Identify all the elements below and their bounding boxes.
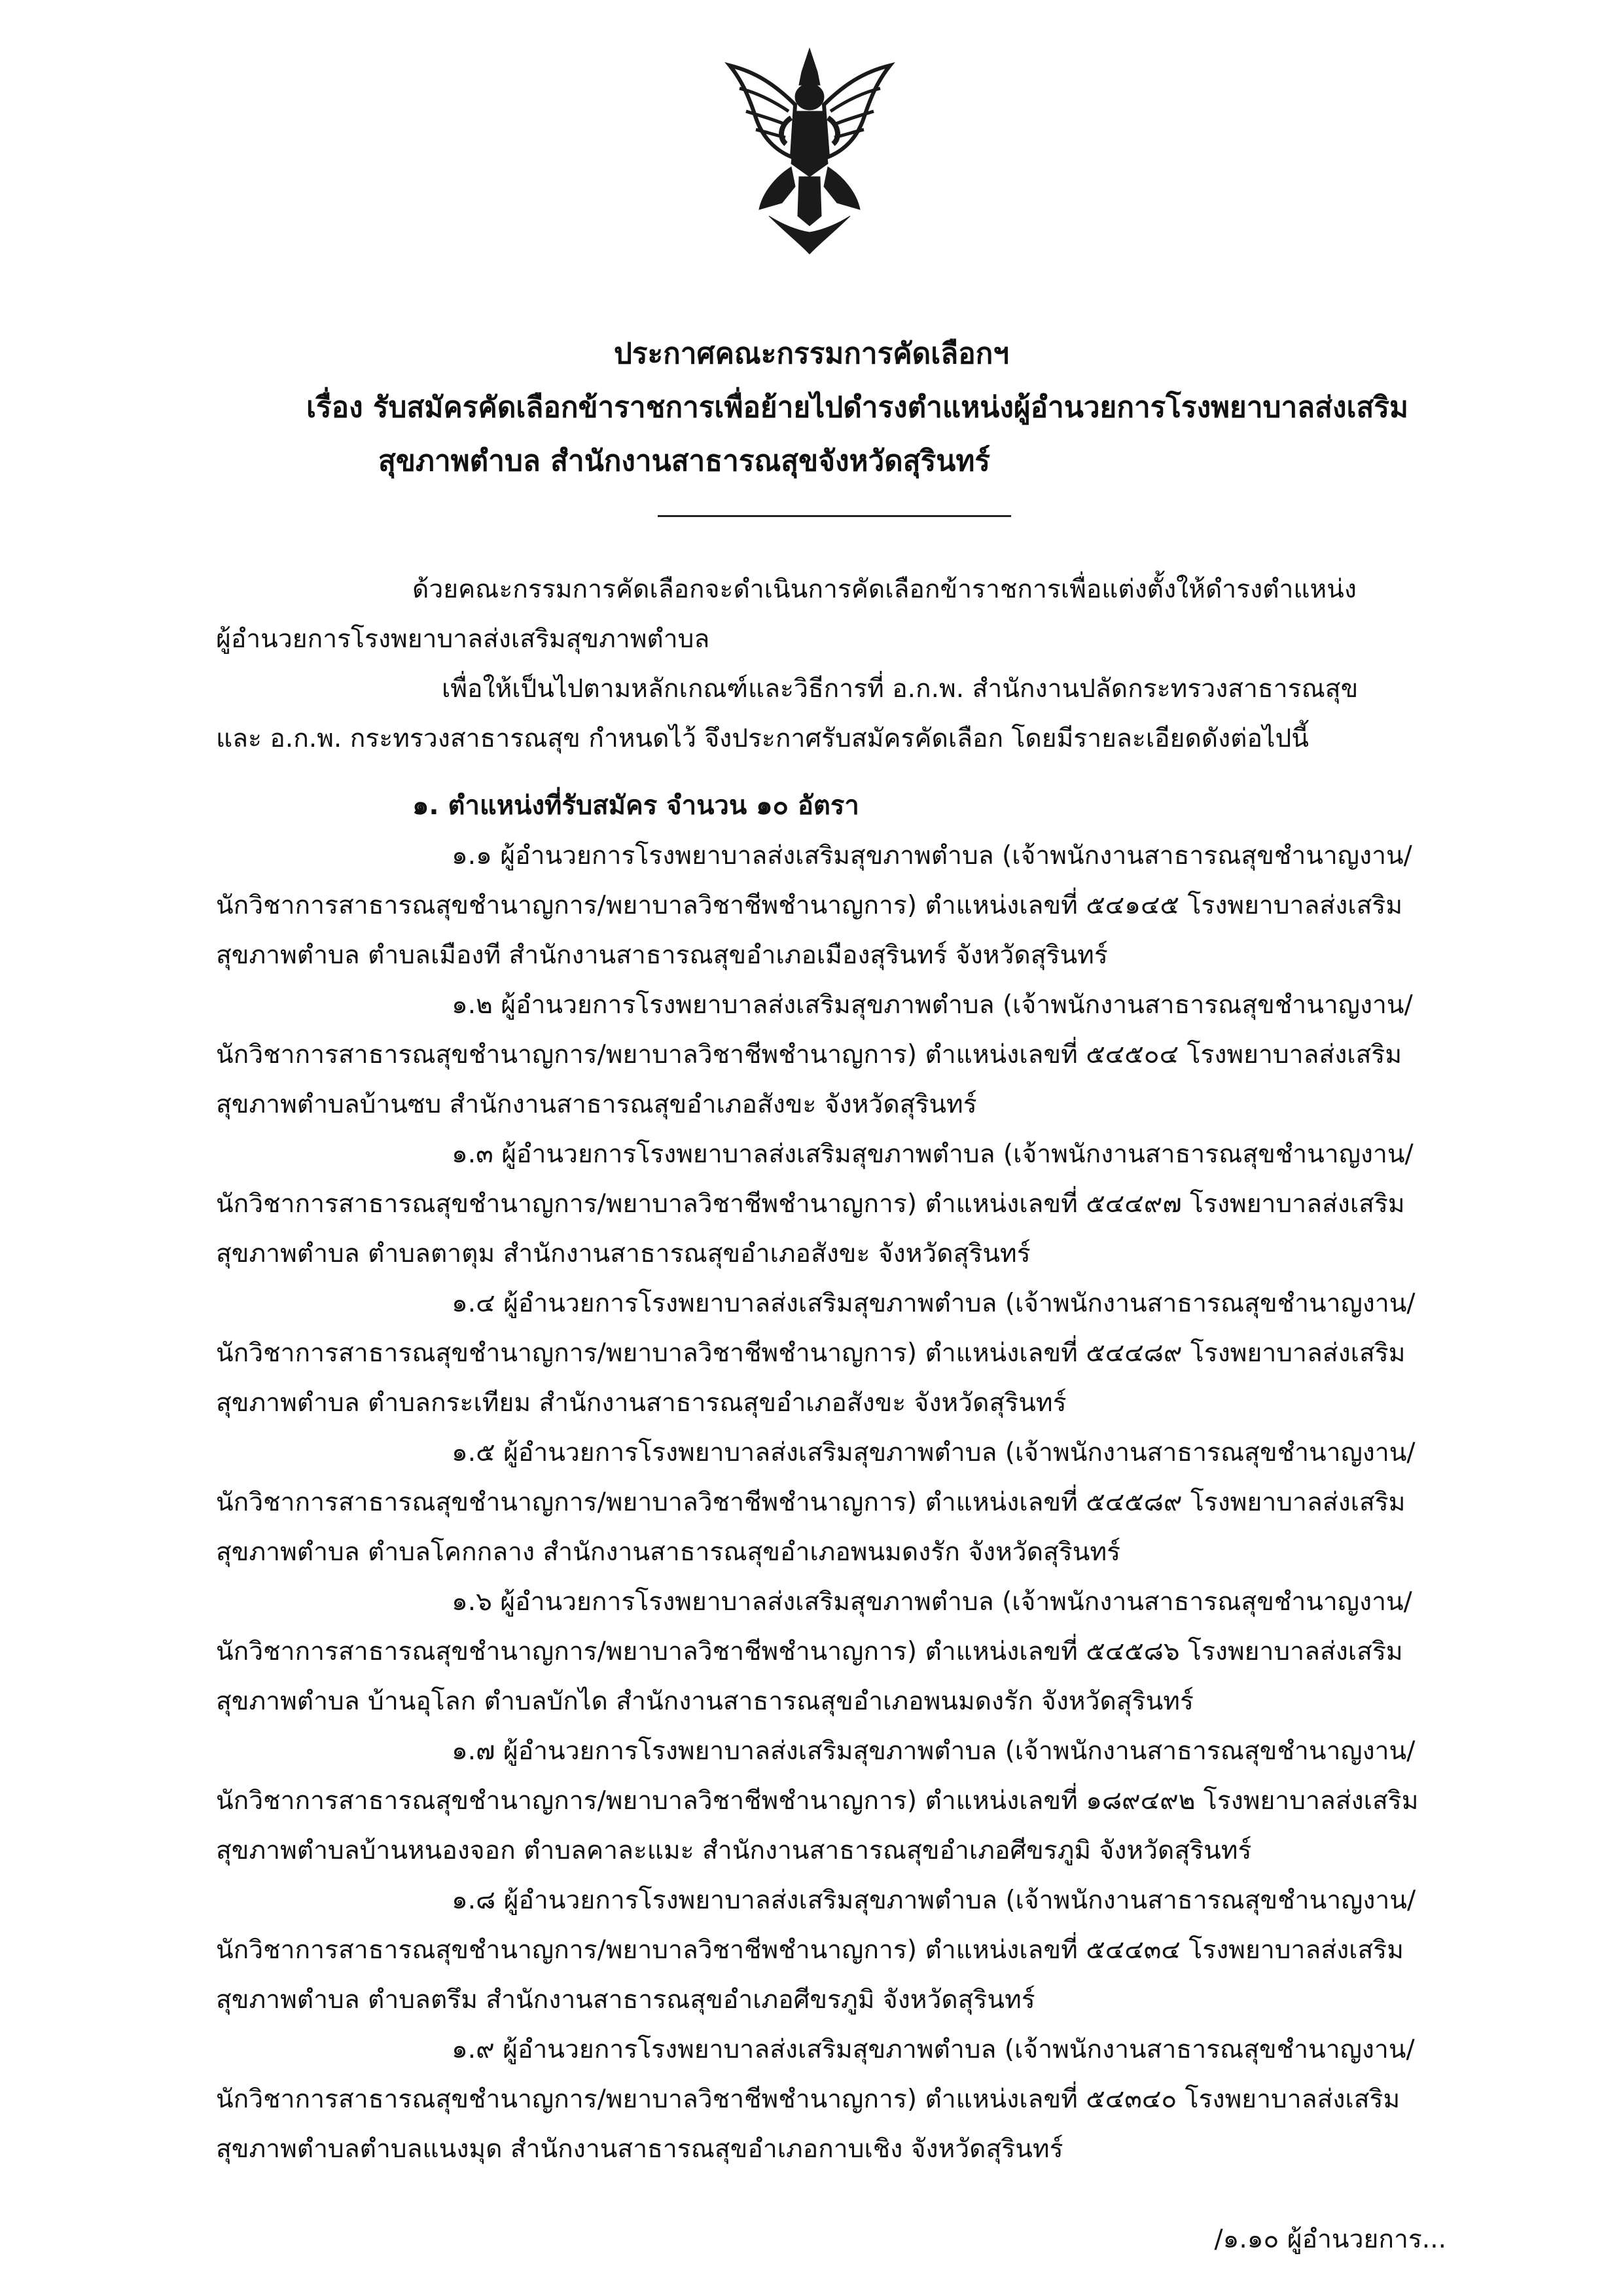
position-item [216,1279,1446,1428]
position-item-line-3: สุขภาพตำบล ตำบลโคกกลาง สำนักงานสาธารณสุขอำเภอพนมดงรัก จังหวัดสุรินทร์ [216,1537,1121,1567]
position-item-line-3: สุขภาพตำบล ตำบลตรึม สำนักงานสาธารณสุขอำเภอศีขรภูมิ จังหวัดสุรินทร์ [216,1985,1035,2015]
position-item-line-1: ๑.๔ ผู้อำนวยการโรงพยาบาลส่งเสริมสุขภาพตำบล (เจ้าพนักงานสาธารณสุขชำนาญงาน/ [452,1289,1416,1318]
position-item-line-2: นักวิชาการสาธารณสุขชำนาญการ/พยาบาลวิชาชีพชำนาญการ) ตำแหน่งเลขที่ ๕๔๕๘๖ โรงพยาบาลส่งเสริม [216,1637,1403,1666]
position-list [216,831,1446,2174]
position-item [216,1727,1446,1876]
position-item-line-1: ๑.๒ ผู้อำนวยการโรงพยาบาลส่งเสริมสุขภาพตำบล (เจ้าพนักงานสาธารณสุขชำนาญงาน/ [452,990,1413,1020]
position-item-line-2: นักวิชาการสาธารณสุขชำนาญการ/พยาบาลวิชาชีพชำนาญการ) ตำแหน่งเลขที่ ๕๔๔๙๗ โรงพยาบาลส่งเสริม [216,1189,1405,1219]
position-item-line-2: นักวิชาการสาธารณสุขชำนาญการ/พยาบาลวิชาชีพชำนาญการ) ตำแหน่งเลขที่ ๑๘๙๔๙๒ โรงพยาบาลส่งเสริม [216,1786,1419,1816]
position-item-line-2: นักวิชาการสาธารณสุขชำนาญการ/พยาบาลวิชาชีพชำนาญการ) ตำแหน่งเลขที่ ๕๔๕๘๙ โรงพยาบาลส่งเสริม [216,1488,1406,1517]
position-item-line-2: นักวิชาการสาธารณสุขชำนาญการ/พยาบาลวิชาชีพชำนาญการ) ตำแหน่งเลขที่ ๕๔๓๔๐ โรงพยาบาลส่งเสริม [216,2085,1400,2114]
page-continuation-note: /๑.๑๐ ผู้อำนวยการ... [1214,2225,1446,2254]
position-item-line-2: นักวิชาการสาธารณสุขชำนาญการ/พยาบาลวิชาชีพชำนาญการ) ตำแหน่งเลขที่ ๕๔๕๐๔ โรงพยาบาลส่งเสริม [216,1040,1402,1069]
position-item-line-2: นักวิชาการสาธารณสุขชำนาญการ/พยาบาลวิชาชีพชำนาญการ) ตำแหน่งเลขที่ ๕๔๑๔๕ โรงพยาบาลส่งเสริม [216,891,1403,920]
section-1-heading: ๑. ตำแหน่งที่รับสมัคร จำนวน ๑๐ อัตรา [412,791,859,821]
position-item [216,1428,1446,1577]
subject-line-2: สุขภาพตำบล สำนักงานสาธารณสุขจังหวัดสุรินทร์ [378,444,990,478]
position-item-line-3: สุขภาพตำบล ตำบลเมืองที สำนักงานสาธารณสุขอำเภอเมืองสุรินทร์ จังหวัดสุรินทร์ [216,941,1108,970]
position-item [216,2025,1446,2174]
announcement-title: ประกาศคณะกรรมการคัดเลือกฯ [613,337,1010,370]
position-item-line-1: ๑.๘ ผู้อำนวยการโรงพยาบาลส่งเสริมสุขภาพตำบล (เจ้าพนักงานสาธารณสุขชำนาญงาน/ [452,1886,1416,1915]
intro-paragraph-1 [216,565,1446,664]
position-item-line-1: ๑.๑ ผู้อำนวยการโรงพยาบาลส่งเสริมสุขภาพตำบล (เจ้าพนักงานสาธารณสุขชำนาญงาน/ [452,841,1412,870]
position-item-line-3: สุขภาพตำบล ตำบลตาตุม สำนักงานสาธารณสุขอำเภอสังขะ จังหวัดสุรินทร์ [216,1239,1031,1268]
subject-line-1: เรื่อง รับสมัครคัดเลือกข้าราชการเพื่อย้ายไปดำรงตำแหน่งผู้อำนวยการโรงพยาบาลส่งเสริม [306,391,1409,424]
position-item-line-3: สุขภาพตำบลบ้านหนองจอก ตำบลคาละแมะ สำนักงานสาธารณสุขอำเภอศีขรภูมิ จังหวัดสุรินทร์ [216,1836,1252,1865]
intro-p2-line-2: และ อ.ก.พ. กระทรวงสาธารณสุข กำหนดไว้ จึงประกาศรับสมัครคัดเลือก โดยมีรายละเอียดดังต่อไปนี้ [216,724,1309,753]
position-item-line-1: ๑.๙ ผู้อำนวยการโรงพยาบาลส่งเสริมสุขภาพตำบล (เจ้าพนักงานสาธารณสุขชำนาญงาน/ [452,2035,1415,2064]
position-item [216,1876,1446,2025]
intro-p1-line-2: ผู้อำนวยการโรงพยาบาลส่งเสริมสุขภาพตำบล [216,624,710,654]
garuda-emblem-icon [723,46,897,255]
position-item-line-2: นักวิชาการสาธารณสุขชำนาญการ/พยาบาลวิชาชีพชำนาญการ) ตำแหน่งเลขที่ ๕๔๔๘๙ โรงพยาบาลส่งเสริม [216,1338,1406,1368]
intro-paragraph-2 [216,664,1446,764]
intro-p1-line-1: ด้วยคณะกรรมการคัดเลือกจะดำเนินการคัดเลือกข้าราชการเพื่อแต่งตั้งให้ดำรงตำแหน่ง [412,575,1357,604]
position-item [216,1577,1446,1727]
position-item-line-3: สุขภาพตำบล ตำบลกระเทียม สำนักงานสาธารณสุขอำเภอสังขะ จังหวัดสุรินทร์ [216,1388,1067,1418]
position-item [216,1130,1446,1279]
intro-p2-line-1: เพื่อให้เป็นไปตามหลักเกณฑ์และวิธีการที่ อ.ก.พ. สำนักงานปลัดกระทรวงสาธารณสุข [442,674,1359,704]
position-item-line-2: นักวิชาการสาธารณสุขชำนาญการ/พยาบาลวิชาชีพชำนาญการ) ตำแหน่งเลขที่ ๕๔๔๓๔ โรงพยาบาลส่งเสริม [216,1935,1404,1965]
position-item-line-3: สุขภาพตำบล บ้านอุโลก ตำบลบักได สำนักงานสาธารณสุขอำเภอพนมดงรัก จังหวัดสุรินทร์ [216,1687,1194,1716]
position-item [216,831,1446,980]
position-item-line-3: สุขภาพตำบลบ้านซบ สำนักงานสาธารณสุขอำเภอสังขะ จังหวัดสุรินทร์ [216,1090,977,1119]
position-item-line-1: ๑.๗ ผู้อำนวยการโรงพยาบาลส่งเสริมสุขภาพตำบล (เจ้าพนักงานสาธารณสุขชำนาญงาน/ [452,1736,1416,1766]
position-item-line-1: ๑.๓ ผู้อำนวยการโรงพยาบาลส่งเสริมสุขภาพตำบล (เจ้าพนักงานสาธารณสุขชำนาญงาน/ [452,1139,1414,1169]
position-item [216,980,1446,1130]
title-divider [658,515,1011,517]
position-item-line-1: ๑.๕ ผู้อำนวยการโรงพยาบาลส่งเสริมสุขภาพตำบล (เจ้าพนักงานสาธารณสุขชำนาญงาน/ [452,1438,1416,1467]
position-item-line-3: สุขภาพตำบลตำบลแนงมุด สำนักงานสาธารณสุขอำเภอกาบเชิง จังหวัดสุรินทร์ [216,2134,1063,2164]
position-item-line-1: ๑.๖ ผู้อำนวยการโรงพยาบาลส่งเสริมสุขภาพตำบล (เจ้าพนักงานสาธารณสุขชำนาญงาน/ [452,1587,1412,1617]
